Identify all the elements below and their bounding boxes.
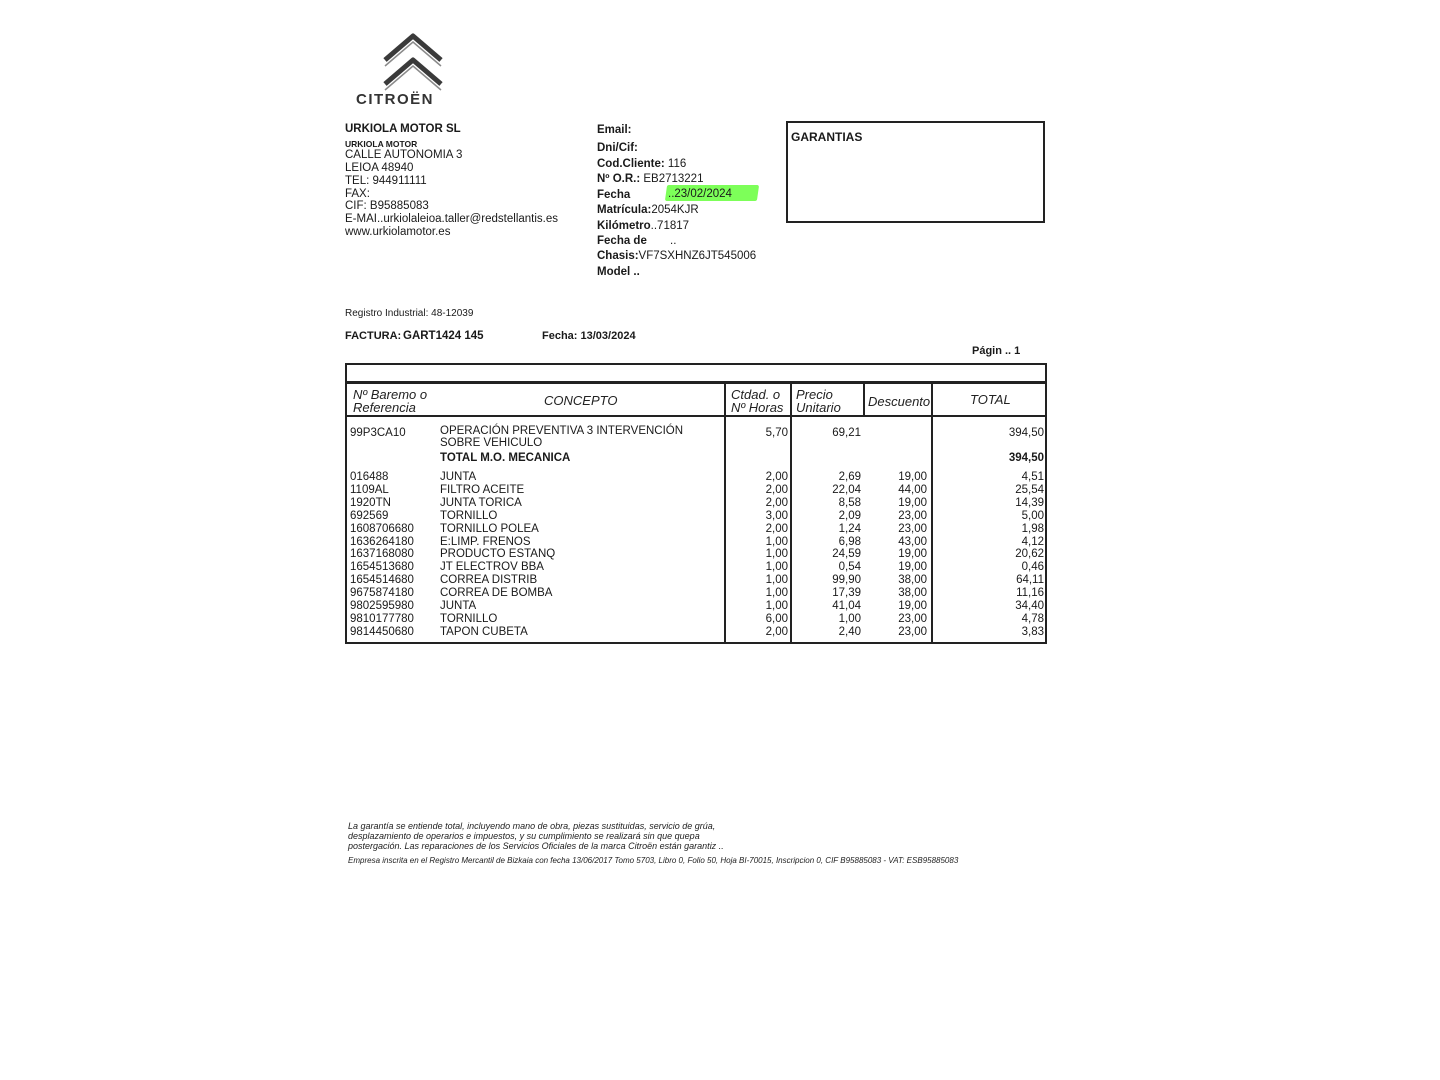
company-tel: TEL: 944911111 [345,175,427,187]
fecha-value: ..23/02/2024 [668,188,732,200]
part-ctdad: 2,00 [765,522,788,535]
part-concepto: JUNTA [440,600,477,612]
part-precio: 1,00 [838,612,861,625]
part-ref: 9675874180 [350,587,414,600]
part-concepto: JUNTA [440,471,477,483]
part-descuento: 19,00 [898,548,927,561]
matricula-row: Matrícula:2054KJR [597,204,699,216]
part-ctdad: 2,00 [765,625,788,638]
part-ctdad: 1,00 [765,535,788,548]
part-precio: 8,58 [838,496,861,509]
part-total: 34,40 [1015,600,1044,612]
col-divider [931,382,933,644]
fecha-de-label: Fecha de [597,235,647,247]
part-total: 11,16 [1016,587,1044,600]
chasis-row: Chasis:VF7SXHNZ6JT545006 [597,250,757,262]
company-city: LEIOA 48940 [345,162,414,174]
labor-precio: 69,21 [832,427,861,439]
part-total: 4,78 [1021,612,1044,625]
part-descuento: 23,00 [898,612,927,625]
part-total: 20,62 [1015,548,1044,561]
part-precio: 24,59 [832,548,861,561]
part-concepto: PRODUCTO ESTANQ [440,548,556,561]
footer-line-3: postergación. Las reparaciones de los Servicios Oficiales de la marca Citroën están garantiz .. [348,841,724,851]
part-descuento: 19,00 [898,471,927,483]
part-precio: 6,98 [838,535,861,548]
header-divider [345,415,1047,417]
part-ctdad: 1,00 [765,600,788,612]
part-concepto: JUNTA TORICA [440,496,522,509]
km-row: Kilómetro..71817 [597,220,690,232]
header-ref: Nº Baremo o Referencia [353,387,428,415]
company-address: CALLE AUTONOMIA 3 [345,149,463,161]
part-precio: 22,04 [832,483,861,496]
part-concepto: FILTRO ACEITE [440,483,525,496]
part-concepto: E:LIMP. FRENOS [440,535,531,548]
fecha-de-value: .. [670,235,677,247]
labor-total: 394,50 [1008,427,1044,439]
company-web: www.urkiolamotor.es [345,226,451,238]
header-ctdad: Ctdad. o Nº Horas [731,387,784,415]
part-total: 0,46 [1021,561,1044,574]
part-ref: 1654513680 [350,561,414,574]
factura-number: GART1424 145 [403,330,484,342]
labor-ref: 99P3CA10 [350,427,406,439]
labor-subtotal-label: TOTAL M.O. MECANICA [440,452,571,464]
header-total: TOTAL [970,392,1011,407]
footer-line-4: Empresa inscrita en el Registro Mercantil de Bizkaia con fecha 13/06/2017 Tomo 5703, Libro 0, Folio 50, Hoja BI-70015, Inscripcion 0, CIF B95885083 - VAT: ESB95885083 [348,856,959,865]
part-ctdad: 1,00 [765,561,788,574]
header-descuento: Descuento [868,394,931,409]
table-top-band [345,363,1047,383]
part-total: 4,51 [1021,471,1044,483]
page-number: Págin .. 1 [972,345,1021,357]
part-precio: 2,09 [838,509,861,522]
part-ref: 1637168080 [350,548,414,561]
part-descuento: 23,00 [898,522,927,535]
part-ctdad: 6,00 [765,612,788,625]
header-precio: Precio Unitario [796,387,841,415]
part-concepto: JT ELECTROV BBA [440,561,544,574]
registro-industrial: Registro Industrial: 48-12039 [345,308,474,319]
dni-row: Dni/Cif: [597,142,638,154]
part-concepto: TORNILLO POLEA [440,522,539,535]
part-descuento: 43,00 [898,535,927,548]
part-ref: 1920TN [350,496,391,509]
part-ref: 1636264180 [350,535,414,548]
part-descuento: 19,00 [898,561,927,574]
part-concepto: CORREA DE BOMBA [440,587,553,600]
part-ctdad: 3,00 [765,509,788,522]
part-concepto: CORREA DISTRIB [440,574,538,587]
col-divider [724,382,726,644]
labor-ctdad: 5,70 [765,427,788,439]
part-ctdad: 1,00 [765,587,788,600]
labor-concepto-2: SOBRE VEHICULO [440,437,543,449]
part-total: 5,00 [1021,509,1044,522]
labor-concepto-1: OPERACIÓN PREVENTIVA 3 INTERVENCIÓN [440,425,684,437]
part-ref: 016488 [350,471,389,483]
cod-cliente-row: Cod.Cliente: 116 [597,158,687,170]
part-concepto: TAPON CUBETA [440,625,528,638]
part-precio: 0,54 [838,561,861,574]
part-total: 1,98 [1021,522,1044,535]
part-descuento: 38,00 [898,574,927,587]
part-descuento: 23,00 [898,625,927,638]
factura-label: FACTURA: [345,330,402,342]
part-total: 4,12 [1021,535,1044,548]
part-ref: 1654514680 [350,574,414,587]
garantias-box [786,121,1045,223]
part-precio: 41,04 [832,600,861,612]
garantias-label: GARANTIAS [791,130,863,144]
part-ref: 9810177780 [350,612,414,625]
part-descuento: 44,00 [898,483,927,496]
header-concepto: CONCEPTO [544,393,618,408]
part-concepto: TORNILLO [440,509,498,522]
company-fax: FAX: [345,188,370,200]
part-descuento: 19,00 [898,496,927,509]
part-ctdad: 2,00 [765,471,788,483]
part-total: 64,11 [1016,574,1044,587]
or-row: Nº O.R.: EB2713221 [597,173,704,185]
part-precio: 2,40 [838,625,861,638]
company-cif: CIF: B95885083 [345,200,429,212]
company-subname: URKIOLA MOTOR [345,139,418,149]
part-total: 14,39 [1015,496,1044,509]
email-row: Email: [597,124,632,136]
part-ctdad: 1,00 [765,548,788,561]
part-ref: 1608706680 [350,522,414,535]
part-ref: 692569 [350,509,389,522]
part-precio: 2,69 [838,471,861,483]
fecha-label: Fecha [597,189,631,201]
company-email: E-MAI..urkiolaleioa.taller@redstellantis.es [345,213,559,225]
part-precio: 99,90 [832,574,861,587]
part-precio: 1,24 [838,522,861,535]
part-total: 3,83 [1021,625,1044,638]
part-descuento: 19,00 [898,600,927,612]
part-total: 25,54 [1015,483,1044,496]
part-ctdad: 2,00 [765,496,788,509]
col-divider [790,382,792,644]
part-descuento: 38,00 [898,587,927,600]
part-ctdad: 2,00 [765,483,788,496]
company-name: URKIOLA MOTOR SL [345,123,461,135]
footer-line-2: desplazamiento de operarios e impuestos, y su cumplimiento se realizará sin que quepa [348,831,700,841]
part-precio: 17,39 [832,587,861,600]
model-row: Model .. [597,266,640,278]
part-ctdad: 1,00 [765,574,788,587]
brand-name: CITROËN [356,91,434,108]
factura-fecha: Fecha: 13/03/2024 [542,330,636,342]
part-ref: 9814450680 [350,625,414,638]
part-ref: 9802595980 [350,600,414,612]
col-divider [863,382,865,417]
labor-subtotal: 394,50 [1008,452,1044,464]
footer-line-1: La garantía se entiende total, incluyendo mano de obra, piezas sustituidas, servicio de grúa, [348,821,716,831]
part-descuento: 23,00 [898,509,927,522]
part-ref: 1109AL [350,483,389,496]
part-concepto: TORNILLO [440,612,498,625]
